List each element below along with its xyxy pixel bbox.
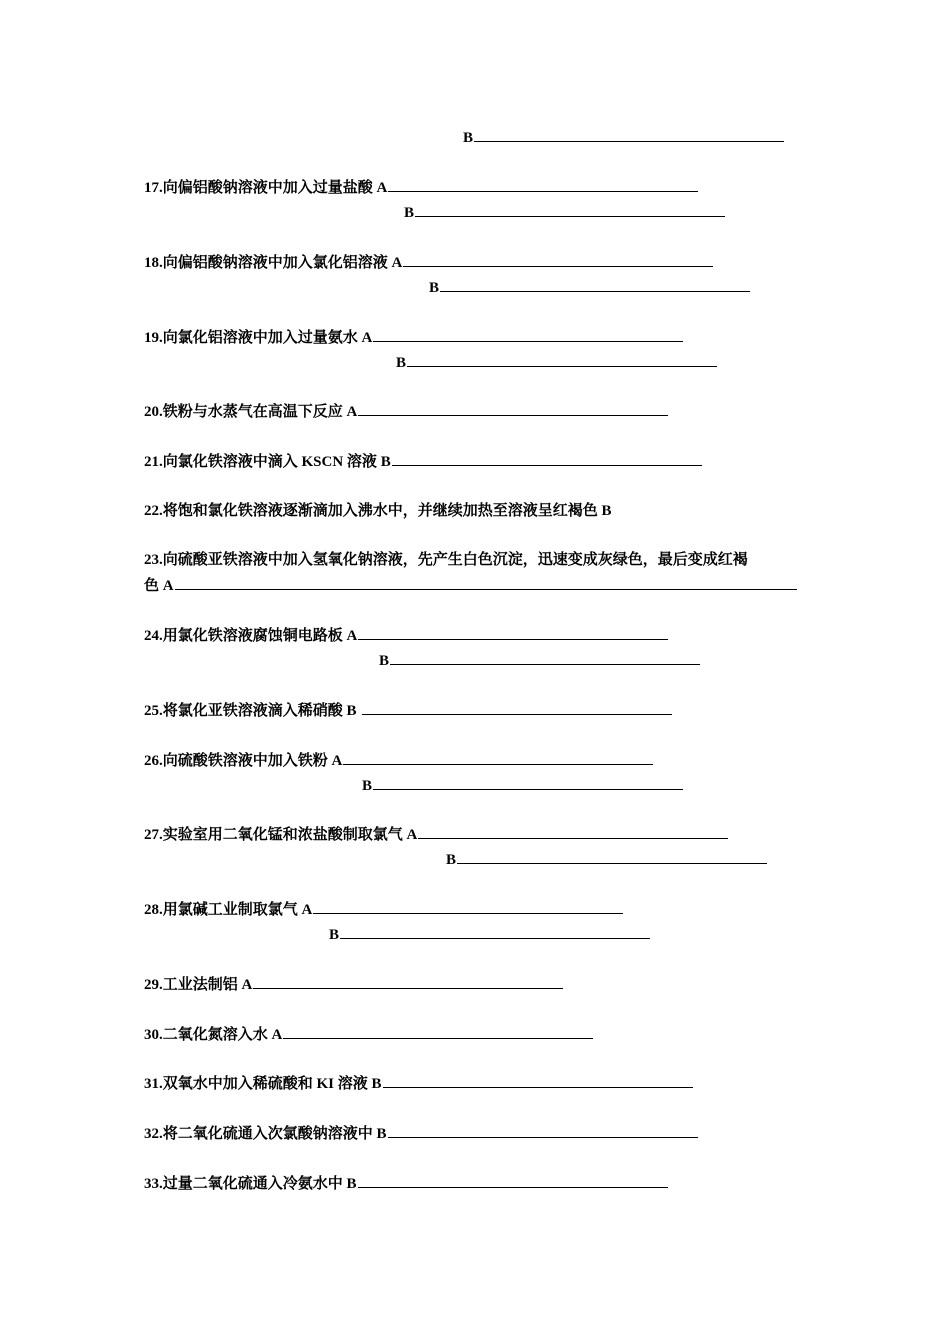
answer-blank[interactable]	[358, 401, 668, 416]
question-text: 29.工业法制铝	[144, 977, 242, 993]
answer-line-28b	[329, 924, 650, 945]
line-tag: B	[404, 205, 415, 221]
line-tag: B	[379, 653, 390, 669]
answer-blank[interactable]	[340, 924, 650, 939]
line-tag: A	[331, 753, 343, 769]
question-text: 30.二氧化氮溶入水	[144, 1027, 272, 1043]
line-tag: A	[241, 977, 253, 993]
answer-blank[interactable]	[343, 750, 653, 765]
answer-blank[interactable]	[313, 899, 623, 914]
question-text: 26.向硫酸铁溶液中加入铁粉	[144, 753, 332, 769]
question-text: 24.用氯化铁溶液腐蚀铜电路板	[144, 628, 347, 644]
answer-blank[interactable]	[253, 974, 563, 989]
question-32	[144, 1123, 698, 1144]
question-text: 20.铁粉与水蒸气在高温下反应	[144, 404, 347, 420]
line-tag: A	[376, 180, 388, 196]
answer-line-26b	[362, 775, 683, 796]
answer-blank[interactable]	[373, 775, 683, 790]
line-tag: B	[346, 703, 357, 719]
answer-blank[interactable]	[388, 1123, 698, 1138]
question-33	[144, 1173, 668, 1194]
line-tag: B	[601, 503, 612, 519]
question-27	[144, 824, 728, 845]
line-tag: B	[346, 1176, 357, 1192]
answer-line-24b	[379, 650, 700, 671]
question-23	[144, 550, 748, 570]
answer-line-19b	[396, 352, 717, 373]
line-tag: A	[406, 827, 418, 843]
line-tag: A	[361, 330, 373, 346]
question-28	[144, 899, 623, 920]
answer-line-17b	[404, 202, 725, 223]
line-tag: B	[396, 355, 407, 371]
answer-blank[interactable]	[358, 1173, 668, 1188]
line-tag: B	[362, 778, 373, 794]
question-text: 28.用氯碱工业制取氯气	[144, 902, 302, 918]
question-21	[144, 451, 702, 472]
question-text: 18.向偏铝酸钠溶液中加入氯化铝溶液	[144, 255, 392, 271]
question-text: 色	[144, 578, 163, 594]
line-tag: A	[391, 255, 403, 271]
question-18	[144, 252, 713, 273]
answer-blank[interactable]	[390, 650, 700, 665]
answer-blank[interactable]	[403, 252, 713, 267]
line-tag: B	[463, 130, 474, 146]
answer-blank[interactable]	[362, 700, 672, 715]
question-24	[144, 625, 668, 646]
line-tag: A	[346, 628, 358, 644]
answer-blank[interactable]	[474, 127, 784, 142]
line-tag: A	[346, 404, 358, 420]
answer-line-16b	[463, 127, 784, 148]
question-25	[144, 700, 672, 721]
question-31	[144, 1073, 693, 1094]
line-tag: A	[271, 1027, 283, 1043]
answer-blank[interactable]	[457, 849, 767, 864]
question-text: 33.过量二氧化硫通入冷氨水中	[144, 1176, 347, 1192]
answer-blank[interactable]	[373, 327, 683, 342]
question-text: 23.向硫酸亚铁溶液中加入氢氧化钠溶液，先产生白色沉淀，迅速变成灰绿色，最后变成红褐	[144, 552, 748, 568]
line-tag: B	[380, 454, 391, 470]
line-tag: B	[329, 927, 340, 943]
answer-blank[interactable]	[383, 1073, 693, 1088]
question-text: 31.双氧水中加入稀硫酸和 KI 溶液	[144, 1076, 372, 1092]
answer-blank[interactable]	[175, 575, 797, 590]
question-text: 25.将氯化亚铁溶液滴入稀硝酸	[144, 703, 347, 719]
question-20	[144, 401, 668, 422]
question-text: 22.将饱和氯化铁溶液逐渐滴加入沸水中，并继续加热至溶液呈红褐色	[144, 503, 602, 519]
answer-blank[interactable]	[388, 177, 698, 192]
line-tag: B	[446, 852, 457, 868]
question-26	[144, 750, 653, 771]
question-22	[144, 501, 612, 521]
answer-blank[interactable]	[418, 824, 728, 839]
line-tag: A	[301, 902, 313, 918]
question-text: 27.实验室用二氧化锰和浓盐酸制取氯气	[144, 827, 407, 843]
question-30	[144, 1024, 593, 1045]
question-text: 19.向氯化铝溶液中加入过量氨水	[144, 330, 362, 346]
question-23-cont	[144, 575, 797, 596]
line-tag: B	[429, 280, 440, 296]
question-19	[144, 327, 683, 348]
answer-line-18b	[429, 277, 750, 298]
question-17	[144, 177, 698, 198]
question-text: 17.向偏铝酸钠溶液中加入过量盐酸	[144, 180, 377, 196]
line-tag: A	[162, 578, 174, 594]
answer-blank[interactable]	[415, 202, 725, 217]
answer-blank[interactable]	[392, 451, 702, 466]
question-text: 32.将二氧化硫通入次氯酸钠溶液中	[144, 1126, 377, 1142]
question-29	[144, 974, 563, 995]
answer-line-27b	[446, 849, 767, 870]
line-tag: B	[371, 1076, 382, 1092]
answer-blank[interactable]	[440, 277, 750, 292]
answer-blank[interactable]	[407, 352, 717, 367]
line-tag: B	[376, 1126, 387, 1142]
answer-blank[interactable]	[283, 1024, 593, 1039]
question-text: 21.向氯化铁溶液中滴入 KSCN 溶液	[144, 454, 381, 470]
answer-blank[interactable]	[358, 625, 668, 640]
